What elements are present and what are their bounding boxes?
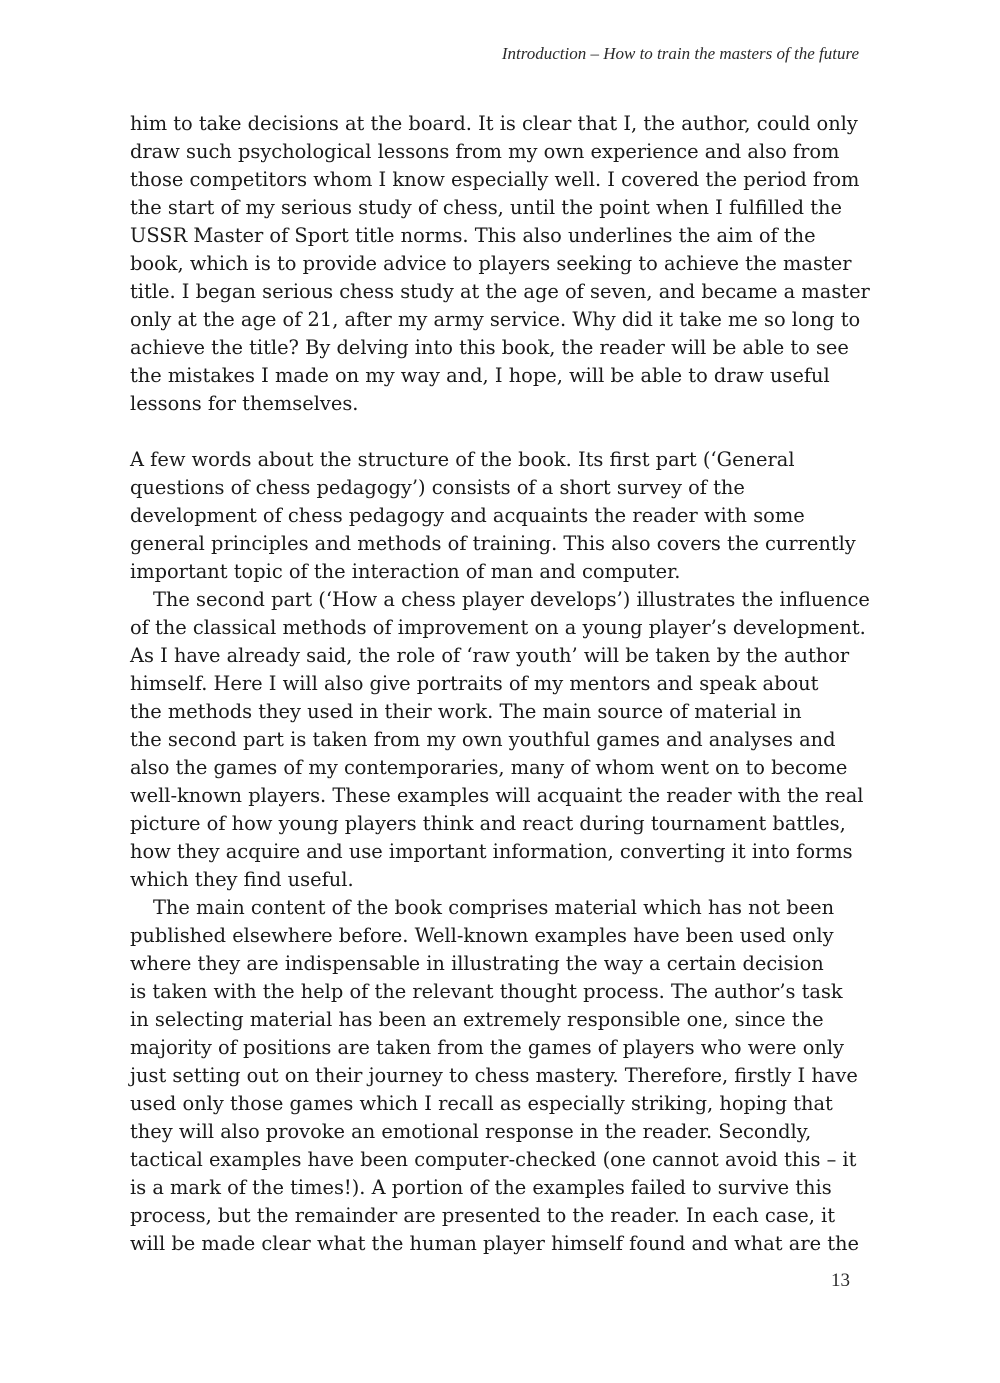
text-line: published elsewhere before. Well-known examples have been used only	[130, 924, 834, 947]
paragraph	[130, 446, 870, 586]
text-line: achieve the title? By delving into this book, the reader will be able to see	[130, 336, 849, 359]
text-line: himself. Here I will also give portraits of my mentors and speak about	[130, 672, 819, 695]
text-line: is taken with the help of the relevant thought process. The author’s task	[130, 980, 843, 1003]
paragraph-gap	[130, 418, 870, 446]
paragraph	[130, 110, 870, 418]
text-line: where they are indispensable in illustrating the way a certain decision	[130, 952, 824, 975]
text-line: of the classical methods of improvement on a young player’s development.	[130, 616, 866, 639]
text-line: how they acquire and use important information, converting it into forms	[130, 840, 853, 863]
text-line: the methods they used in their work. The main source of material in	[130, 700, 802, 723]
text-line: the second part is taken from my own youthful games and analyses and	[130, 728, 836, 751]
text-line: picture of how young players think and react during tournament battles,	[130, 812, 846, 835]
text-line: is a mark of the times!). A portion of the examples failed to survive this	[130, 1176, 832, 1199]
paragraph	[130, 894, 870, 1258]
text-line: important topic of the interaction of man and computer.	[130, 560, 681, 583]
text-line: title. I began serious chess study at the age of seven, and became a master	[130, 280, 870, 303]
text-line: those competitors whom I know especially well. I covered the period from	[130, 168, 860, 191]
text-line: draw such psychological lessons from my own experience and also from	[130, 140, 840, 163]
text-line: As I have already said, the role of ‘raw youth’ will be taken by the author	[130, 644, 850, 667]
text-line: book, which is to provide advice to players seeking to achieve the master	[130, 252, 852, 275]
running-header: Introduction – How to train the masters of the future	[501, 44, 859, 63]
text-line: used only those games which I recall as especially striking, hoping that	[130, 1092, 833, 1115]
body-text	[130, 110, 870, 1258]
text-line: just setting out on their journey to chess mastery. Therefore, firstly I have	[130, 1064, 858, 1087]
text-line: majority of positions are taken from the games of players who were only	[130, 1036, 845, 1059]
text-line: The main content of the book comprises material which has not been	[153, 896, 835, 919]
text-line: which they find useful.	[130, 868, 354, 891]
text-line: also the games of my contemporaries, many of whom went on to become	[130, 756, 848, 779]
text-line: general principles and methods of training. This also covers the currently	[130, 532, 856, 555]
text-line: well-known players. These examples will acquaint the reader with the real	[130, 784, 864, 807]
text-line: only at the age of 21, after my army service. Why did it take me so long to	[130, 308, 861, 331]
text-line: tactical examples have been computer-checked (one cannot avoid this – it	[130, 1148, 857, 1171]
text-line: process, but the remainder are presented to the reader. In each case, it	[130, 1204, 836, 1227]
text-line: The second part (‘How a chess player develops’) illustrates the influence	[153, 588, 870, 611]
page-number: 13	[831, 1270, 850, 1291]
text-line: will be made clear what the human player himself found and what are the	[130, 1232, 859, 1255]
text-line: development of chess pedagogy and acquaints the reader with some	[130, 504, 805, 527]
text-line: in selecting material has been an extremely responsible one, since the	[130, 1008, 824, 1031]
text-line: USSR Master of Sport title norms. This also underlines the aim of the	[130, 224, 816, 247]
text-line: him to take decisions at the board. It is clear that I, the author, could only	[130, 112, 858, 135]
text-line: questions of chess pedagogy’) consists of a short survey of the	[130, 476, 745, 499]
text-line: the mistakes I made on my way and, I hope, will be able to draw useful	[130, 364, 830, 387]
text-line: they will also provoke an emotional response in the reader. Secondly,	[130, 1120, 812, 1143]
text-line: A few words about the structure of the book. Its first part (‘General	[130, 448, 795, 471]
text-line: lessons for themselves.	[130, 392, 359, 415]
text-line: the start of my serious study of chess, until the point when I fulfilled the	[130, 196, 843, 219]
paragraph	[130, 586, 870, 894]
